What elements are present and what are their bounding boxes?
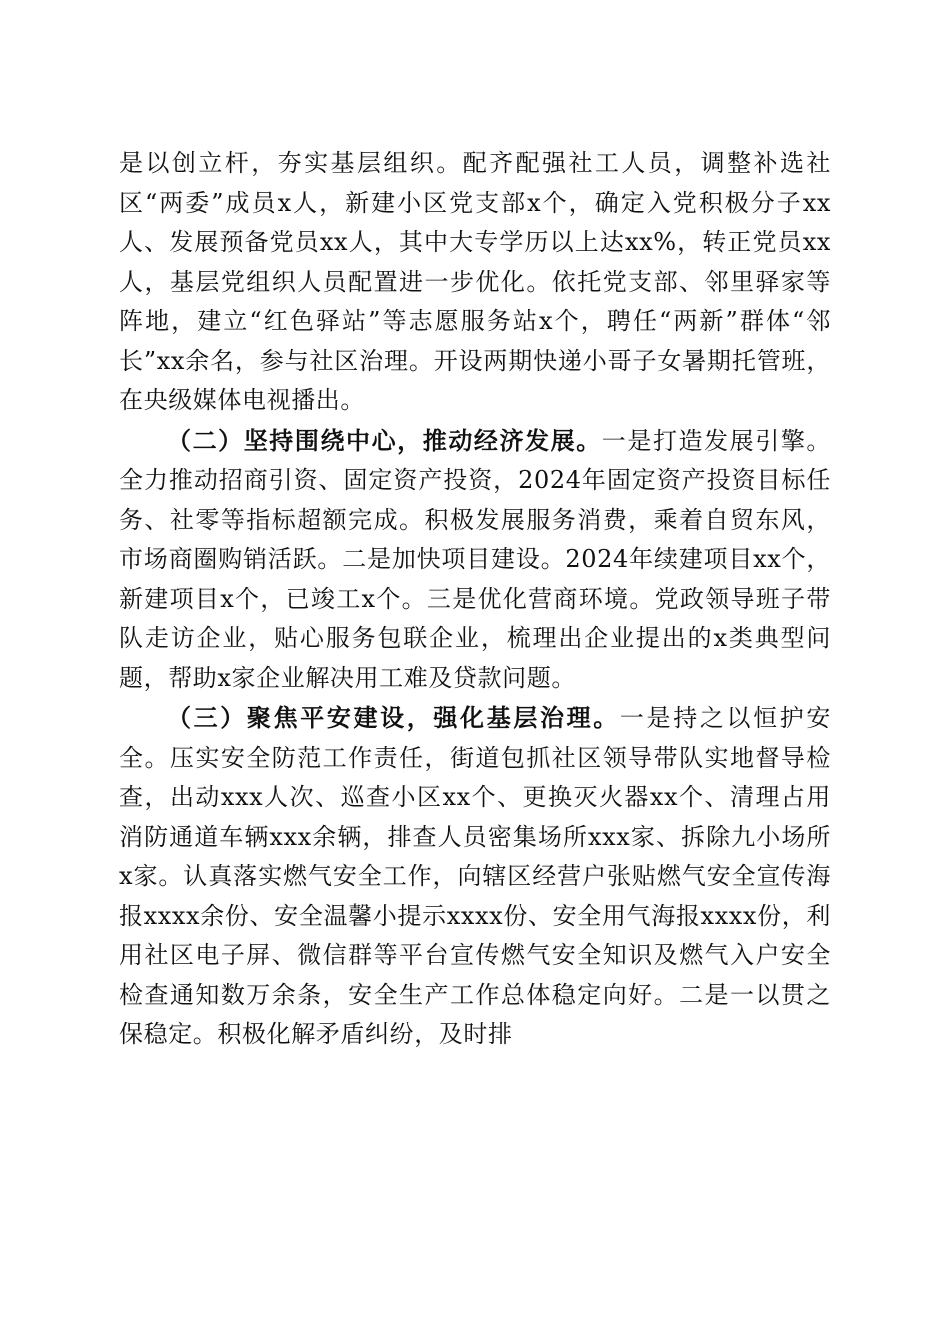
paragraph-continuation (119, 144, 831, 421)
paragraph-1-text: 是以创立杆，夯实基层组织。配齐配强社工人员，调整补选社区“两委”成员x人，新建小区党支部x个，确定入党积极分子xx人、发展预备党员xx人，其中大专学历以上达xx%，转正党员xx人，基层党组织人员配置进一步优化。依托党支部、邻里驿家等阵地，建立“红色驿站”等志愿服务站x个，聘任“两新”群体“邻长”xx余名，参与社区治理。开设两期快递小哥子女暑期托管班，在央级媒体电视播出。 (119, 149, 831, 414)
paragraph-safety-governance (119, 698, 831, 1055)
paragraph-economic-development (119, 421, 831, 699)
section-heading-3: （三）聚焦平安建设，强化基层治理。 (167, 703, 620, 732)
paragraph-2-text: 一是打造发展引擎。全力推动招商引资、固定资产投资，2024年固定资产投资目标任务、社零等指标超额完成。积极发展服务消费，乘着自贸东风，市场商圈购销活跃。二是加快项目建设。2024年续建项目xx个，新建项目x个，已竣工x个。三是优化营商环境。党政领导班子带队走访企业，贴心服务包联企业，梳理出企业提出的x类典型问题，帮助x家企业解决用工难及贷款问题。 (119, 426, 832, 692)
section-heading-2: （二）坚持围绕中心，推动经济发展。 (167, 425, 602, 455)
document-page (119, 144, 831, 1055)
paragraph-3-text: 一是持之以恒护安全。压实安全防范工作责任，街道包抓社区领导带队实地督导检查，出动xxx人次、巡查小区xx个、更换灭火器xx个、清理占用消防通道车辆xxx余辆，排查人员密集场所xxx家、拆除九小场所x家。认真落实燃气安全工作，向辖区经营户张贴燃气安全宣传海报xxxx余份、安全温馨小提示xxxx份、安全用气海报xxxx份，利用社区电子屏、微信群等平台宣传燃气安全知识及燃气入户安全检查通知数万余条，安全生产工作总体稳定向好。二是一以贯之保稳定。积极化解矛盾纠纷，及时排 (119, 704, 831, 1048)
